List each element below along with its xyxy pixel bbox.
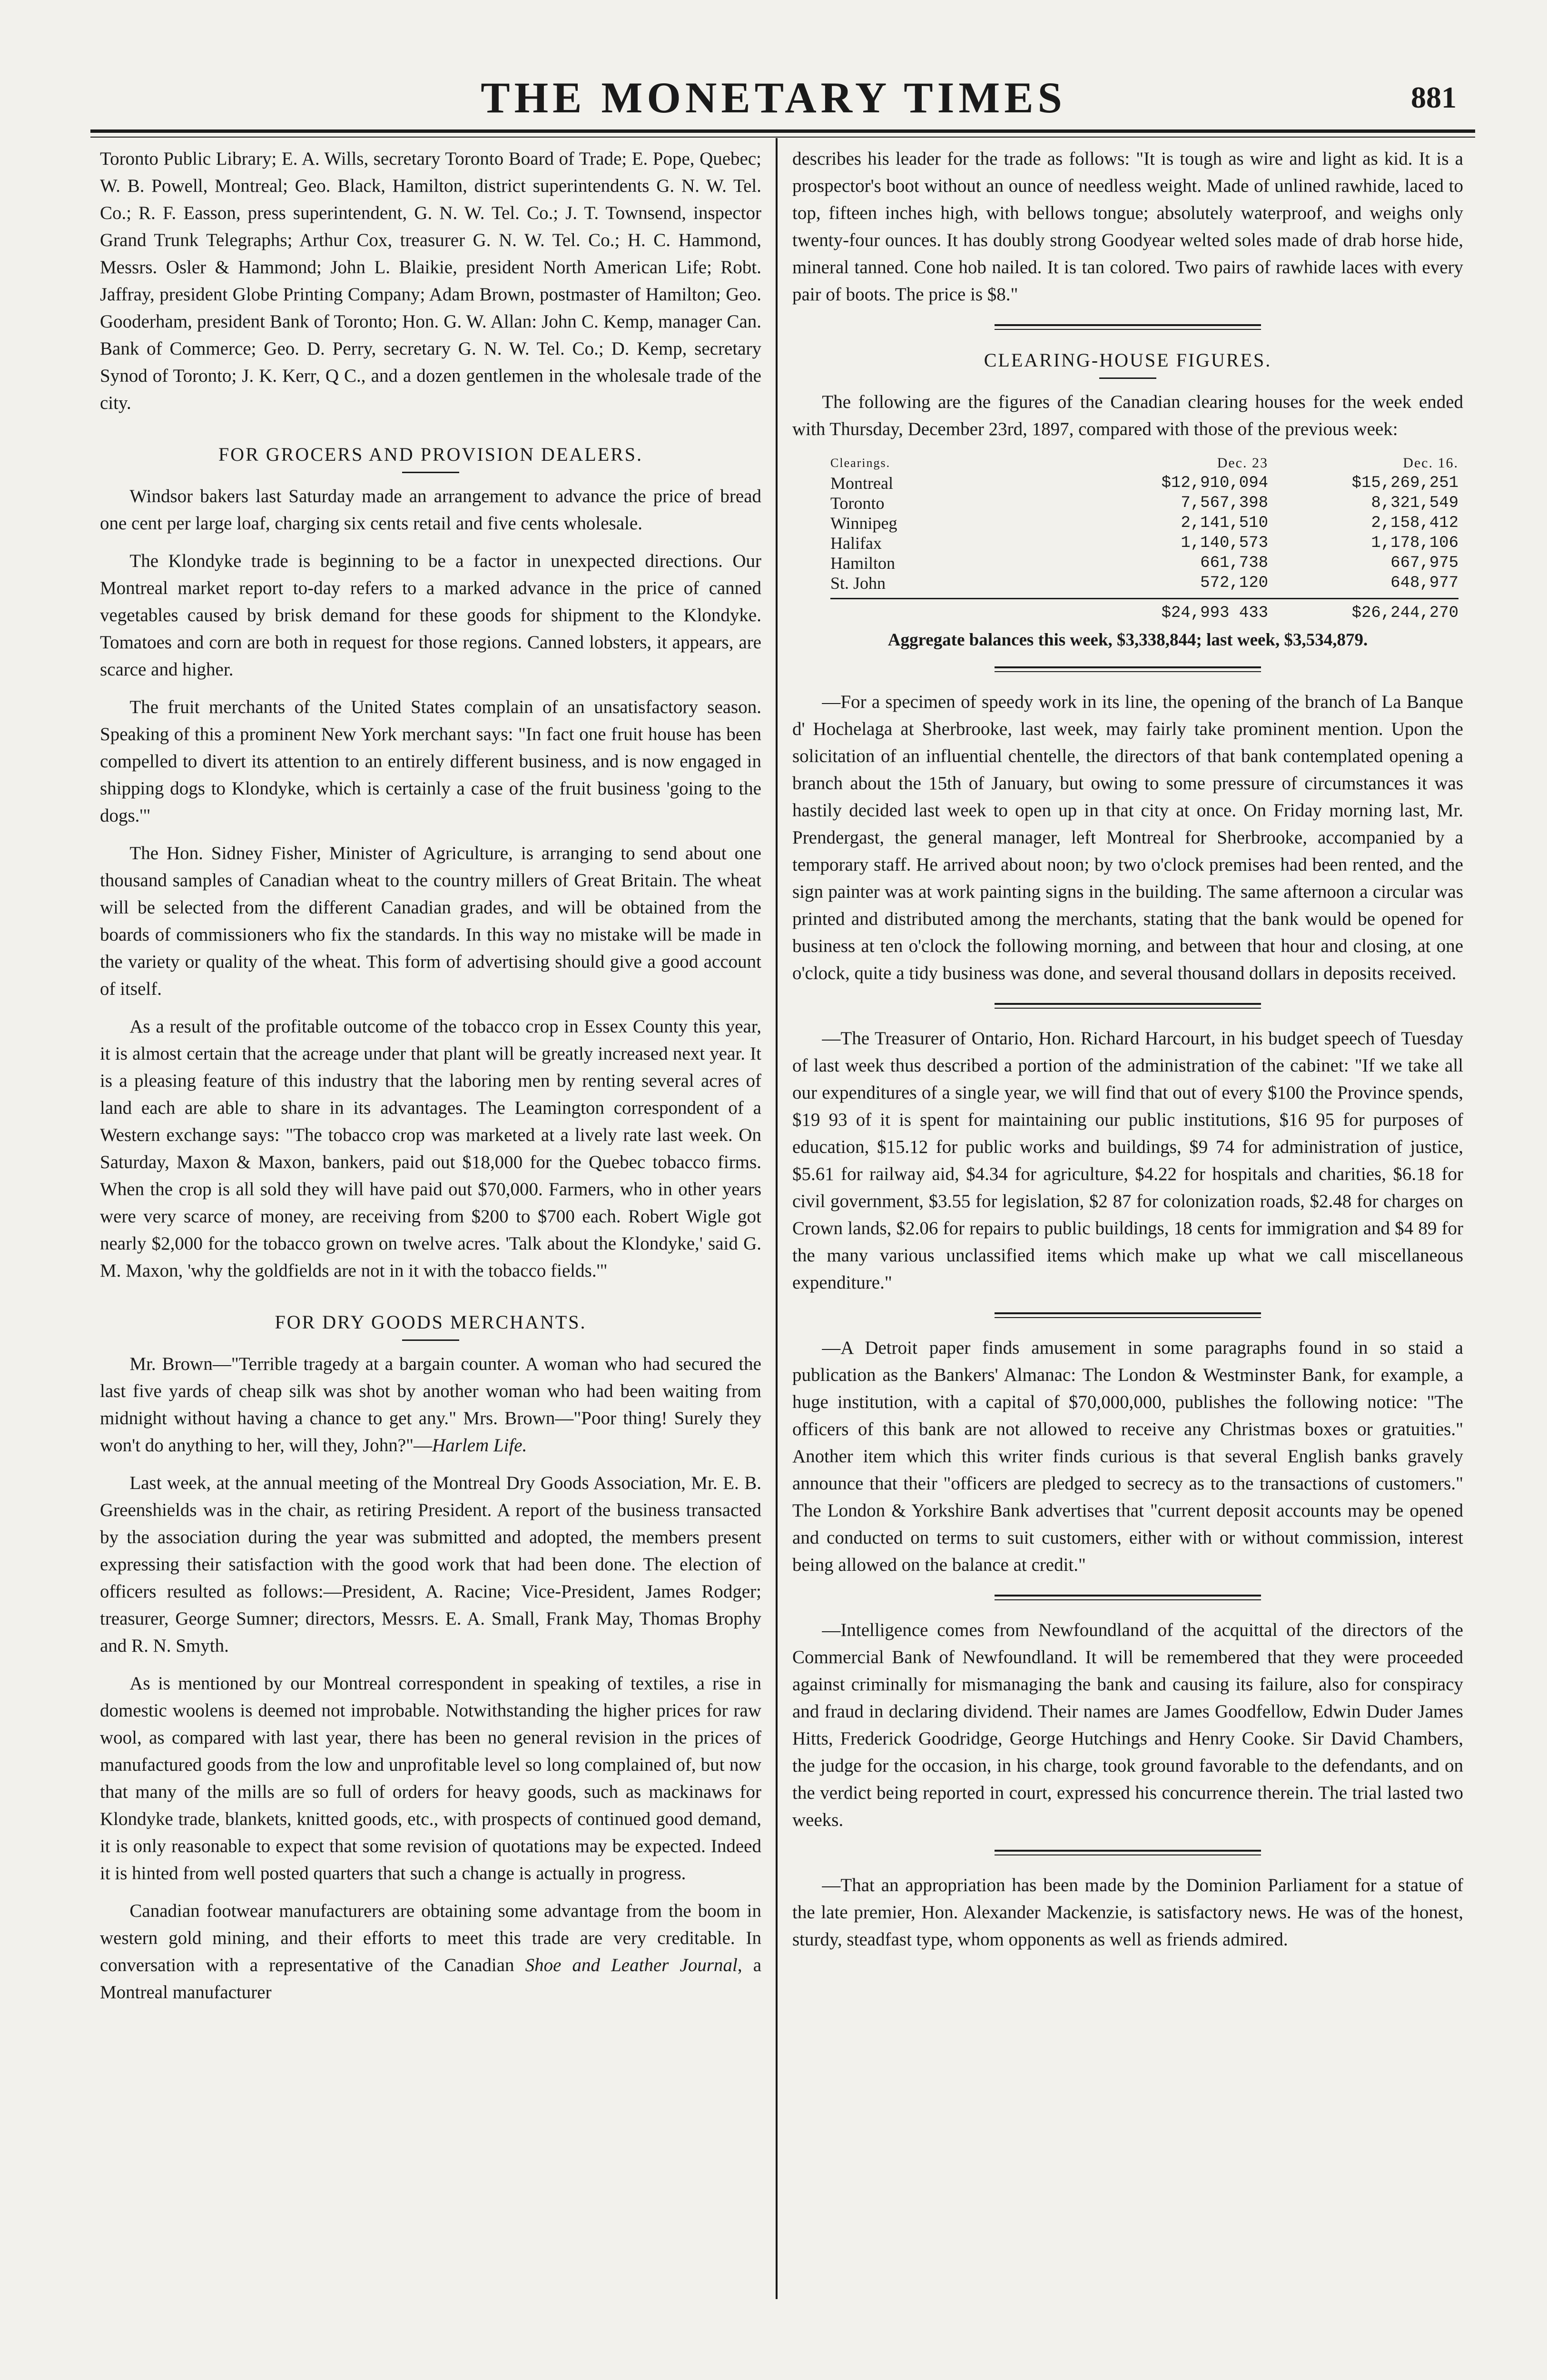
section-divider bbox=[995, 1003, 1261, 1009]
grocers-heading: FOR GROCERS AND PROVISION DEALERS. bbox=[218, 444, 643, 465]
value-dec-23: $12,910,094 bbox=[1161, 474, 1268, 492]
right-column bbox=[792, 145, 1463, 1964]
section-divider bbox=[995, 324, 1261, 330]
page-number: 881 bbox=[1411, 80, 1457, 114]
table-row bbox=[830, 473, 1458, 493]
clearing-table-header bbox=[830, 453, 1458, 473]
dry-goods-heading: FOR DRY GOODS MERCHANTS. bbox=[275, 1311, 587, 1333]
value-dec-16: $15,269,251 bbox=[1351, 474, 1458, 492]
article-paragraph: The fruit merchants of the United States complain of an unsatisfactory season. Speaking of this a prominent New York merchant says: "In fact one fruit house has been compelled to divert its attention to an entirely different business, and is now engaged in shipping dogs to Klondyke, which is certainly a case of the fruit business 'going to the dogs.'" bbox=[100, 697, 761, 826]
section-divider bbox=[995, 1595, 1261, 1600]
article-paragraph: Windsor bakers last Saturday made an arrangement to advance the price of bread one cent per large loaf, charging six cents retail and five cents wholesale. bbox=[100, 486, 761, 534]
column-header-dec-16: Dec. 16. bbox=[1403, 455, 1458, 471]
journal-name: Shoe and Leather Journal bbox=[525, 1955, 738, 1975]
clearings-label: Clearings. bbox=[830, 456, 891, 470]
city-name: Winnipeg bbox=[830, 514, 897, 533]
city-name: Toronto bbox=[830, 494, 885, 513]
value-dec-23: 7,567,398 bbox=[1181, 494, 1268, 512]
value-dec-23: 2,141,510 bbox=[1181, 514, 1268, 532]
boot-description: describes his leader for the trade as follows: "It is tough as wire and light as kid. It is a prospector's boot without an ounce of needless weight. Made of unlined rawhide, laced to top, fifteen inches high, with bellows tongue; absolutely waterproof, and weighs only twenty-four ounces. It has doubly strong Goodyear welted soles made of drab horse hide, mineral tanned. Cone hob nailed. It is tan colored. Two pairs of rawhide laces with every pair of boots. The price is $8." bbox=[792, 149, 1463, 305]
footwear-text: Canadian footwear manufacturers are obtaining some advantage from the boom in western gold mining, and their efforts to meet this trade are very creditable. In conversation with a representative of the Canadian bbox=[100, 1901, 761, 1975]
article-paragraph bbox=[100, 1897, 761, 2006]
clearing-table bbox=[830, 453, 1458, 623]
masthead-rule bbox=[90, 129, 1475, 133]
news-paragraph: —For a specimen of speedy work in its line, the opening of the branch of La Banque d' Hochelaga at Sherbrooke, last week, may fairly take prominent mention. Upon the solicitation of an influential chentelle, the directors of that bank contemplated opening a branch about the 15th of January, but owing to some pressure of circumstances it was hastily decided last week to open up in that city at once. On Friday morning last, Mr. Prendergast, the general manager, left Montreal for Sherbrooke, accompanied by a temporary staff. He arrived about noon; by two o'clock premises had been rented, and the sign painter was at work painting signs in the building. The same afternoon a circular was printed and distributed among the merchants, stating that the bank would be opened for business at ten o'clock the following morning, and between that hour and closing, at one o'clock, quite a tidy business was done, and several thousand dollars in deposits received. bbox=[792, 692, 1463, 983]
table-row bbox=[830, 533, 1458, 553]
masthead bbox=[0, 71, 1547, 124]
value-dec-16: 2,158,412 bbox=[1371, 514, 1458, 532]
news-paragraph: —The Treasurer of Ontario, Hon. Richard Harcourt, in his budget speech of Tuesday of last week thus described a portion of the administration of the cabinet: "If we take all our expenditures of a single year, we will find that out of every $100 the Province spends, $19 93 of it is spent for maintaining our public institutions, $16 95 for purposes of education, $15.12 for public works and buildings, $9 74 for administration of justice, $5.61 for railway aid, $4.34 for agriculture, $4.22 for hospitals and charities, $6.18 for civil government, $3.55 for legislation, $2 87 for colonization roads, $2.48 for charges on Crown lands, $2.06 for repairs to public buildings, 18 cents for immigration and $4 89 for the many various unclassified items which make up what we call miscellaneous expenditure." bbox=[792, 1028, 1463, 1293]
column-divider bbox=[776, 138, 778, 2299]
article-paragraph: The Klondyke trade is beginning to be a factor in unexpected directions. Our Montreal market report to-day refers to a marked advance in the price of canned vegetables caused by brisk demand for these goods for shipment to the Klondyke. Tomatoes and corn are both in request for those regions. Canned lobsters, it appears, are scarce and higher. bbox=[100, 551, 761, 680]
news-paragraph: —That an appropriation has been made by the Dominion Parliament for a statue of the late premier, Hon. Alexander Mackenzie, is satisfactory news. He was of the honest, sturdy, steadfast type, whom opponents as well as friends admired. bbox=[792, 1875, 1463, 1950]
section-divider bbox=[995, 666, 1261, 672]
value-dec-16: 667,975 bbox=[1390, 554, 1458, 572]
news-paragraph: —Intelligence comes from Newfoundland of the acquittal of the directors of the Commercial Bank of Newfoundland. It will be remembered that they were proceeded against criminally for mismanaging the bank and causing its failure, also for conspiracy and fraud in declaring dividend. Their names are James Goodfellow, Edwin Duder James Hitts, Frederick Goodridge, George Hutchings and Henry Cooke. Sir David Chambers, the judge for the occasion, in his charge, took ground favorable to the defendants, and on the verdict being reported in court, expressed his concurrence therein. The trial lasted two weeks. bbox=[792, 1620, 1463, 1830]
news-paragraph: —A Detroit paper finds amusement in some paragraphs found in so staid a publication as the Bankers' Almanac: The London & Westminster Bank, for example, a huge institution, with a capital of $70,000,000, publishes the following notice: "The officers of this bank are not allowed to receive any Christmas boxes or gratuities." Another item which this writer finds curious is that several English banks gravely announce that their "officers are pledged to secrecy as to the transactions of customers." The London & Yorkshire Bank advertises that "current deposit accounts may be opened and conducted on terms to suit customers, either with or without commission, interest being allowed on the balance at credit." bbox=[792, 1338, 1463, 1575]
heading-rule bbox=[1099, 377, 1156, 379]
value-dec-16: 8,321,549 bbox=[1371, 494, 1458, 512]
value-dec-23: 1,140,573 bbox=[1181, 534, 1268, 552]
total-dec-16: $26,244,270 bbox=[1351, 604, 1458, 622]
article-paragraph: As a result of the profitable outcome of the tobacco crop in Essex County this year, it is almost certain that the acreage under that plant will be greatly increased next year. It is a pleasing feature of this industry that the laboring men by renting several acres of land each are able to share in its advantages. The Leamington correspondent of a Western exchange says: "The tobacco crop was marketed at a lively rate last week. On Saturday, Maxon & Maxon, bankers, paid out $18,000 for the Quebec tobacco firms. When the crop is all sold they will have paid out $70,000. Farmers, who in other years were very scarce of money, are receiving from $200 to $700 each. Robert Wigle got nearly $2,000 for the tobacco grown on twelve acres. 'Talk about the Klondyke,' said G. M. Maxon, 'why the goldfields are not in it with the tobacco fields.'" bbox=[100, 1016, 761, 1281]
value-dec-16: 1,178,106 bbox=[1371, 534, 1458, 552]
clearing-heading: CLEARING-HOUSE FIGURES. bbox=[984, 349, 1272, 371]
table-row bbox=[830, 573, 1458, 593]
article-paragraph: The Hon. Sidney Fisher, Minister of Agriculture, is arranging to send about one thousand samples of Canadian wheat to the country millers of Great Britain. The wheat will be selected from the different Canadian grades, and will be obtained from the boards of commissioners who fix the standards. In this way no mistake will be made in the variety or quality of the wheat. This form of advertising should give a good account of itself. bbox=[100, 843, 761, 999]
dialogue-text: Mr. Brown—"Terrible tragedy at a bargain counter. A woman who had secured the last five yards of cheap silk was shot by another woman who had been waiting from midnight without having a chance to get any." Mrs. Brown—"Poor thing! Surely they won't do anything to her, will they, John?"— bbox=[100, 1354, 761, 1456]
table-row bbox=[830, 553, 1458, 573]
table-row bbox=[830, 493, 1458, 513]
article-paragraph bbox=[100, 1350, 761, 1459]
section-divider bbox=[995, 1850, 1261, 1855]
column-header-dec-23: Dec. 23 bbox=[1217, 455, 1268, 471]
city-name: Halifax bbox=[830, 534, 882, 553]
masthead-title: THE MONETARY TIMES bbox=[481, 73, 1066, 122]
value-dec-16: 648,977 bbox=[1390, 574, 1458, 592]
value-dec-23: 661,738 bbox=[1200, 554, 1268, 572]
intro-paragraph: Toronto Public Library; E. A. Wills, secretary Toronto Board of Trade; E. Pope, Quebec; W. B. Powell, Montreal; Geo. Black, Hamilton, district superintendents G. N. W. Tel. Co.; R. F. Easson, press superintendent, G. N. W. Tel. Co.; J. T. Townsend, inspector Grand Trunk Telegraphs; Arthur Cox, treasurer G. N. W. Tel. Co.; H. C. Hammond, Messrs. Osler & Hammond; John L. Blaikie, president North American Life; Robt. Jaffray, president Globe Printing Company; Adam Brown, postmaster of Hamilton; Geo. Gooderham, president Bank of Toronto; Hon. G. W. Allan: John C. Kemp, manager Can. Bank of Commerce; Geo. D. Perry, secretary G. N. W. Tel. Co.; D. Kemp, secretary Synod of Toronto; J. K. Kerr, Q C., and a dozen gentlemen in the wholesale trade of the city. bbox=[100, 149, 761, 413]
table-row bbox=[830, 513, 1458, 533]
city-name: Hamilton bbox=[830, 554, 895, 573]
article-paragraph: Last week, at the annual meeting of the Montreal Dry Goods Association, Mr. E. B. Greenshields was in the chair, as retiring President. A report of the business transacted by the association during the year was submitted and adopted, the members present expressing their satisfaction with the good work that had been done. The election of officers resulted as follows:—President, A. Racine; Vice-President, James Rodger; treasurer, George Sumner; directors, Messrs. E. A. Small, Frank May, Thomas Brophy and R. N. Smyth. bbox=[100, 1473, 761, 1656]
total-dec-23: $24,993 433 bbox=[1161, 604, 1268, 622]
table-total-row bbox=[830, 598, 1458, 623]
value-dec-23: 572,120 bbox=[1200, 574, 1268, 592]
clearing-intro: The following are the figures of the Canadian clearing houses for the week ended with Thursday, December 23rd, 1897, compared with those of the previous week: bbox=[792, 392, 1463, 439]
left-column bbox=[100, 145, 761, 2016]
heading-rule bbox=[402, 1339, 459, 1341]
city-name: St. John bbox=[830, 574, 886, 593]
footwear-text-end: , a Montreal manufacturer bbox=[100, 1955, 762, 2003]
city-name: Montreal bbox=[830, 474, 893, 493]
masthead-rule-thin bbox=[90, 137, 1475, 138]
heading-rule bbox=[402, 472, 459, 473]
aggregate-balances: Aggregate balances this week, $3,338,844; last week, $3,534,879. bbox=[887, 630, 1368, 650]
article-paragraph: As is mentioned by our Montreal correspondent in speaking of textiles, a rise in domestic woolens is deemed not improbable. Notwithstanding the higher prices for raw wool, as compared with last year, there has been no general revision in the prices of manufactured goods from the low and unprofitable level so long complained of, but now that many of the mills are so full of orders for heavy goods, such as mackinaws for Klondyke trade, blankets, knitted goods, etc., with prospects of continued good demand, it is only reasonable to expect that some revision of quotations may be expected. Indeed it is hinted from well posted quarters that such a change is actually in progress. bbox=[100, 1673, 761, 1884]
section-divider bbox=[995, 1312, 1261, 1318]
source-citation: Harlem Life. bbox=[432, 1435, 527, 1456]
